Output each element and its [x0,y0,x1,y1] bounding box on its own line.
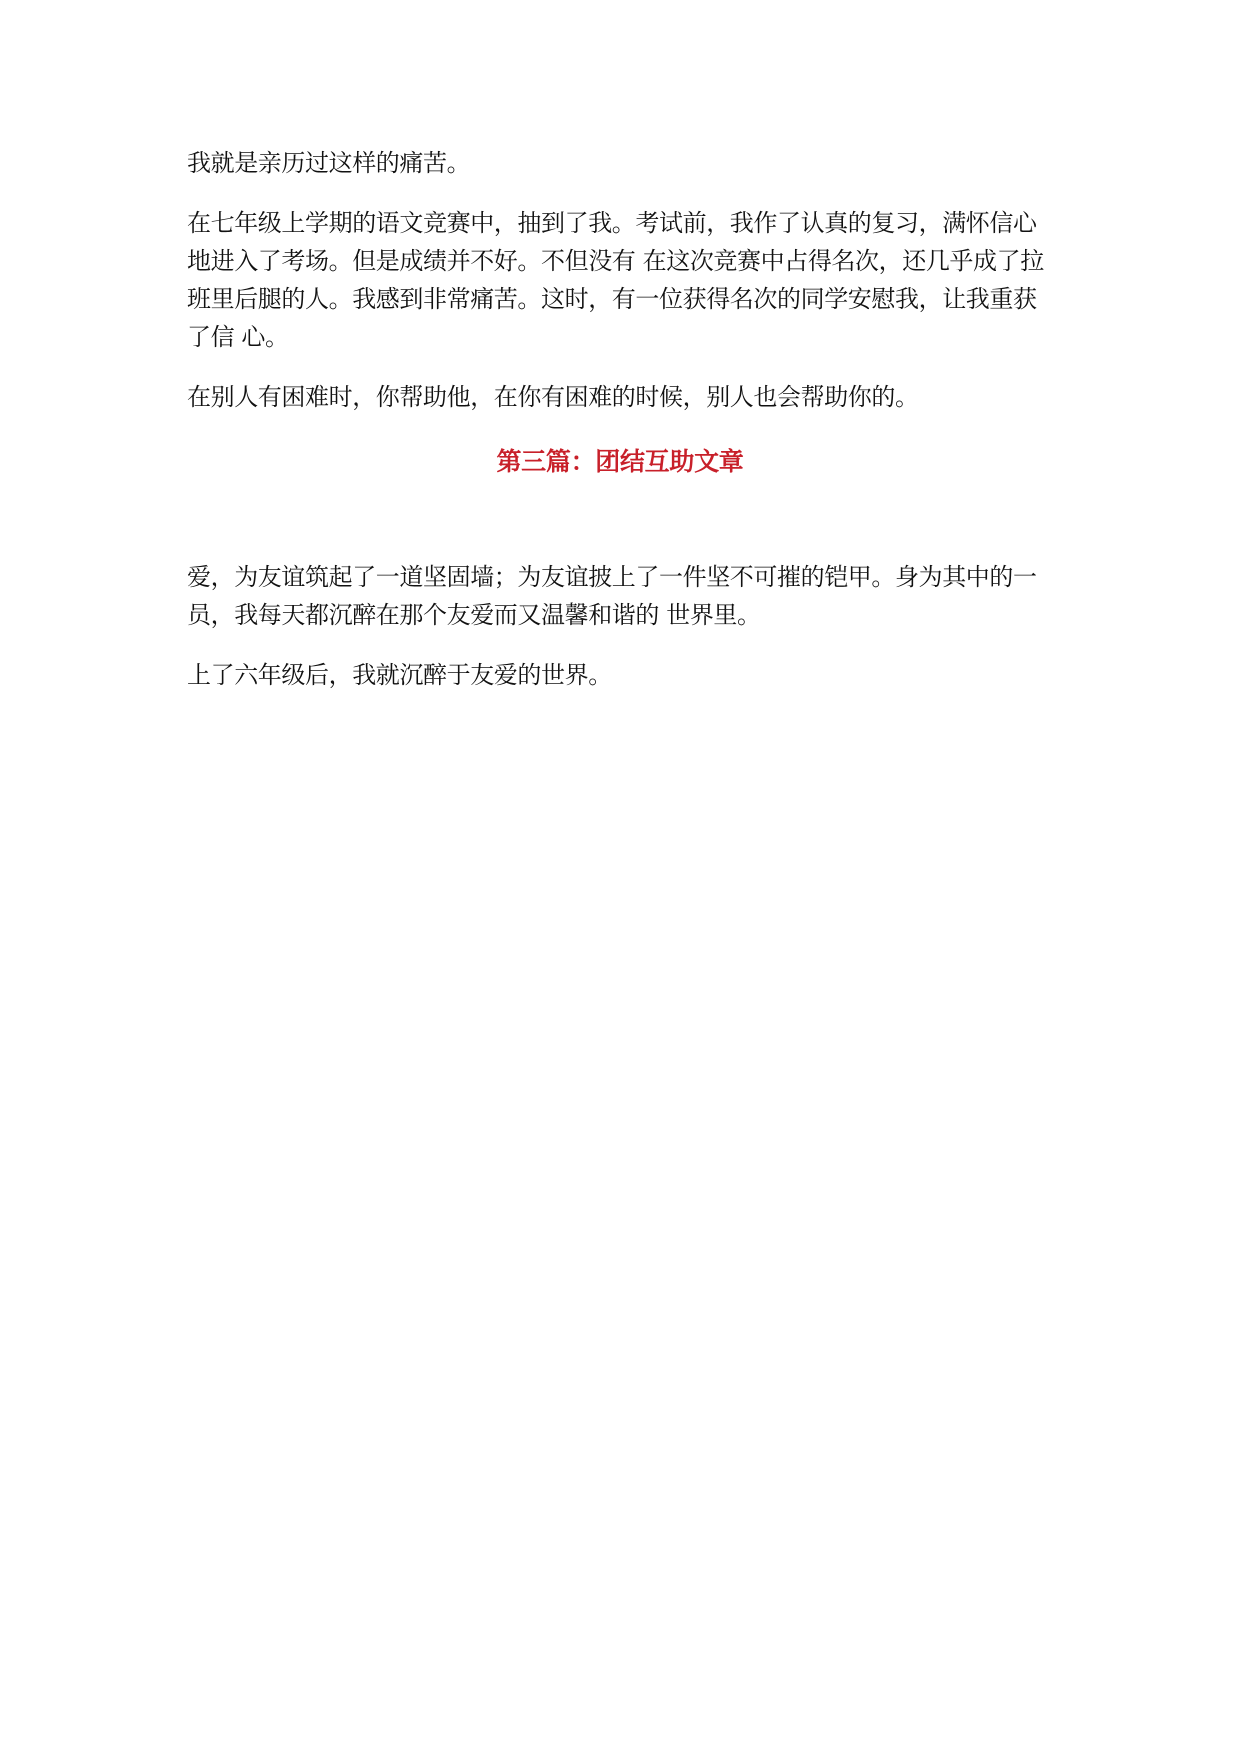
paragraph: 在别人有困难时，你帮助他，在你有困难的时候，别人也会帮助你的。 [187,383,919,411]
paragraph: 我就是亲历过这样的痛苦。 [187,149,471,177]
section-heading: 第三篇：团结互助文章 [496,447,744,476]
paragraph: 爱，为友谊筑起了一道坚固墙；为友谊披上了一件坚不可摧的铠甲。身为其中的一员，我每天都沉醉在那个友爱而又温馨和谐的 世界里。 [187,563,1037,629]
document-body [187,144,1053,716]
paragraph: 在七年级上学期的语文竞赛中，抽到了我。考试前，我作了认真的复习，满怀信心地进入了考场。但是成绩并不好。不但没有 在这次竞赛中占得名次，还几乎成了拉班里后腿的人。我感到非常痛苦。这时，有一位获得名次的同学安慰我，让我重获了信 心。 [187,209,1044,351]
paragraph: 上了六年级后，我就沉醉于友爱的世界。 [187,661,612,689]
